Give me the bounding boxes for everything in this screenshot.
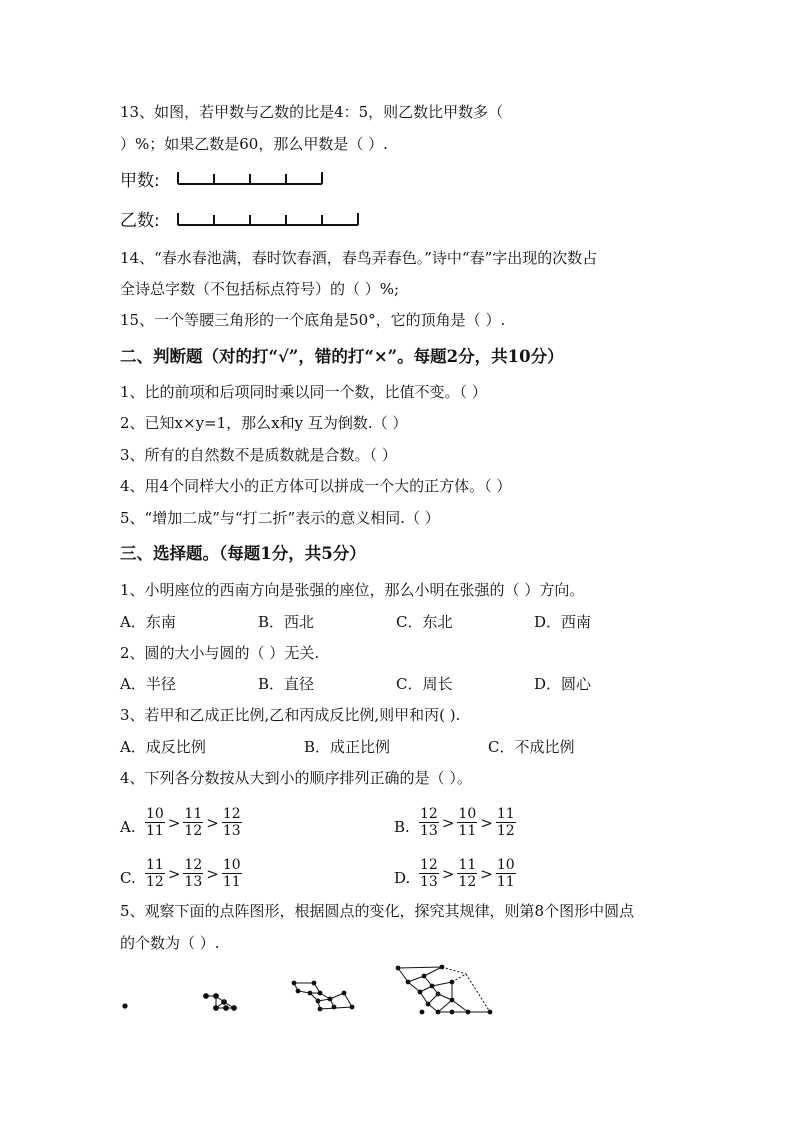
- denominator: 12: [496, 823, 515, 839]
- fraction: [496, 857, 516, 890]
- fraction: [496, 806, 516, 839]
- numerator: 12: [420, 806, 438, 822]
- fraction: [145, 857, 165, 890]
- jia-label: 甲数:: [120, 171, 160, 191]
- numerator: 11: [184, 806, 203, 822]
- fraction: [183, 857, 203, 890]
- greater-than-sign: >: [206, 864, 219, 883]
- denominator: 11: [458, 823, 477, 839]
- choice-q2: 2、圆的大小与圆的（ ）无关.: [120, 644, 320, 662]
- fraction: [457, 806, 477, 839]
- denominator: 11: [222, 874, 241, 890]
- greater-than-sign: >: [206, 813, 219, 832]
- fraction: [457, 857, 477, 890]
- numerator: 12: [420, 857, 438, 873]
- q4-option-b-letter: B.: [394, 818, 410, 836]
- greater-than-sign: >: [480, 864, 493, 883]
- choice-q3-option-a: A．成反比例: [120, 738, 206, 756]
- choice-q1-option-c: C．东北: [396, 613, 453, 631]
- numerator: 11: [146, 857, 164, 873]
- denominator: 13: [222, 823, 241, 839]
- q4-option-a-fractions: [144, 806, 243, 839]
- q4-option-d-fractions: [418, 857, 517, 890]
- choice-q1-option-d: D．西南: [534, 613, 592, 631]
- greater-than-sign: >: [167, 864, 181, 883]
- jia-segment-bar: [176, 172, 336, 192]
- dot-pattern-figure-2: [204, 992, 240, 1014]
- numerator: 12: [222, 806, 241, 822]
- choice-q2-option-a: A．半径: [120, 675, 176, 693]
- fraction: [222, 857, 242, 890]
- q4-option-c-fractions: [144, 857, 243, 890]
- choice-q4: 4、下列各分数按从大到小的顺序排列正确的是（ ）。: [120, 769, 472, 787]
- denominator: 12: [146, 874, 164, 890]
- judge-item-1: 1、比的前项和后项同时乘以同一个数，比值不变。（ ）: [120, 383, 487, 401]
- q13-line1: 13、如图，若甲数与乙数的比是4：5，则乙数比甲数多（: [120, 103, 504, 121]
- dot-pattern-figure-1: [121, 1001, 131, 1011]
- dot-pattern-figure-3: [290, 979, 360, 1013]
- judge-item-3: 3、所有的自然数不是质数就是合数。（ ）: [120, 446, 397, 464]
- denominator: 11: [496, 874, 515, 890]
- greater-than-sign: >: [441, 864, 455, 883]
- choice-q2-option-d: D．圆心: [534, 675, 592, 693]
- numerator: 10: [222, 857, 241, 873]
- denominator: 12: [458, 874, 477, 890]
- dot-pattern-figure-4: [394, 964, 494, 1018]
- choice-q3-option-c: C．不成比例: [488, 738, 575, 756]
- denominator: 11: [146, 823, 164, 839]
- numerator: 11: [496, 806, 515, 822]
- fraction: [419, 806, 439, 839]
- q4-option-b-fractions: [418, 806, 517, 839]
- numerator: 10: [458, 806, 477, 822]
- choice-q3: 3、若甲和乙成正比例,乙和丙成反比例,则甲和丙( ).: [120, 706, 461, 724]
- q4-option-c-letter: C.: [120, 869, 136, 887]
- choice-q3-option-b: B．成正比例: [304, 738, 391, 756]
- judge-item-4: 4、用4个同样大小的正方体可以拼成一个大的正方体。（ ）: [120, 477, 512, 495]
- section3-title: 三、选择题。（每题1分，共5分）: [120, 544, 366, 563]
- greater-than-sign: >: [441, 813, 455, 832]
- section2-title: 二、判断题（对的打“√”，错的打“×”。每题2分，共10分）: [120, 347, 564, 366]
- choice-q1-option-b: B．西北: [258, 613, 315, 631]
- numerator: 10: [146, 806, 164, 822]
- choice-q5-line2: 的个数为（ ）.: [120, 934, 220, 952]
- q4-option-a-letter: A.: [120, 818, 136, 836]
- denominator: 13: [420, 874, 438, 890]
- q4-option-d-letter: D.: [394, 869, 411, 887]
- yi-segment-bar: [176, 213, 376, 233]
- choice-q2-option-c: C．周长: [396, 675, 453, 693]
- fraction: [222, 806, 242, 839]
- judge-item-2: 2、已知x×y=1，那么x和y 互为倒数.（ ）: [120, 414, 408, 432]
- greater-than-sign: >: [480, 813, 493, 832]
- numerator: 12: [184, 857, 203, 873]
- fraction: [183, 806, 203, 839]
- q14-line1: 14、“春水春池满，春时饮春酒，春鸟弄春色。”诗中“春”字出现的次数占: [120, 249, 598, 267]
- denominator: 12: [184, 823, 203, 839]
- fraction: [145, 806, 165, 839]
- q13-line2: ）%；如果乙数是60，那么甲数是（ ）.: [120, 135, 388, 153]
- denominator: 13: [184, 874, 203, 890]
- numerator: 11: [458, 857, 477, 873]
- choice-q5-line1: 5、观察下面的点阵图形，根据圆点的变化，探究其规律，则第8个图形中圆点: [120, 902, 635, 920]
- choice-q2-option-b: B．直径: [258, 675, 315, 693]
- choice-q1-option-a: A．东南: [120, 613, 176, 631]
- judge-item-5: 5、“增加二成”与“打二折”表示的意义相同.（ ）: [120, 509, 440, 527]
- choice-q1: 1、小明座位的西南方向是张强的座位，那么小明在张强的（ ）方向。: [120, 581, 585, 599]
- q14-line2: 全诗总字数（不包括标点符号）的（ ）%;: [120, 280, 400, 298]
- numerator: 10: [496, 857, 515, 873]
- yi-label: 乙数:: [120, 211, 160, 231]
- greater-than-sign: >: [167, 813, 181, 832]
- denominator: 13: [420, 823, 438, 839]
- fraction: [419, 857, 439, 890]
- q15-text: 15、一个等腰三角形的一个底角是50°，它的顶角是（ ）.: [120, 311, 506, 329]
